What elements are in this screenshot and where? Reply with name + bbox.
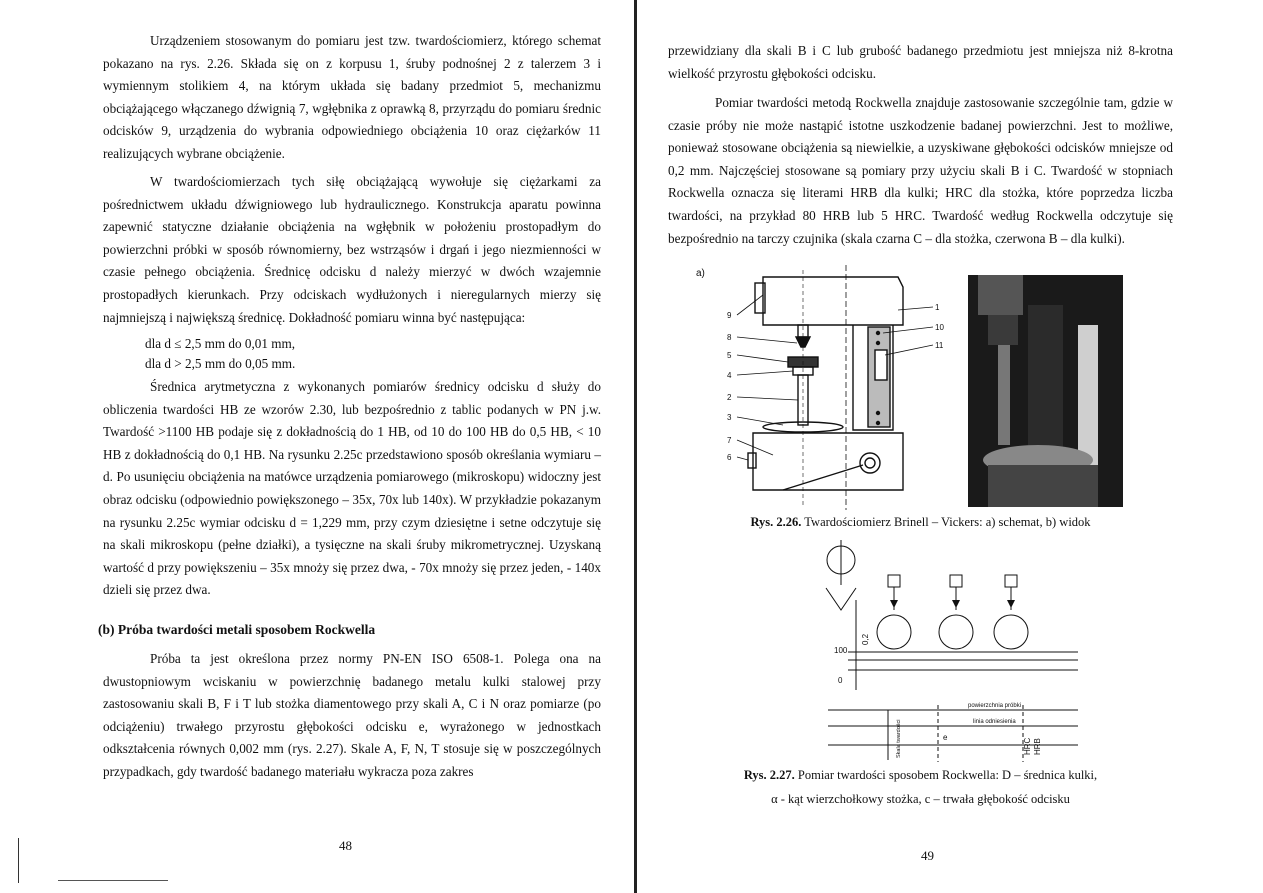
callout-5: 5 [727, 351, 732, 360]
paragraph-rockwell-application: Pomiar twardości metodą Rockwella znajduje zastosowanie szczególnie tam, gdzie w czasie próby nie może nastąpić istotne uszkodzenie badanej powierzchni. Jest to możliwe, ponieważ stosowane obciążenia są niewielkie, a uzyskiwane głębokości odcisków mniejsze od 0,2 mm. Najczęściej stosowane są pomiary przy użyciu skali B i C. Twardość w stopniach Rockwella oznacza się literami HRB dla kulki; HRC dla stożka, które poprzedza liczba twardości, na przykład 80 HRB lub 5 HRC. Twardość według Rockwella odczytuje się bezpośrednio na tarczy czujnika (skala czarna C – dla stożka, czerwona B – dla kulki). [668, 95, 1173, 246]
callout-7: 7 [727, 436, 732, 445]
callout-8: 8 [727, 333, 732, 342]
paragraph-loading-mechanism: W twardościomierzach tych siłę obciążającą wywołuje się ciężarkami za pośrednictwem układu dźwigniowego lub hydraulicznego. Konstrukcja aparatu powinna zapewnić statyczne działanie obciążenia na wgłębnik w położeniu prostopadłym do powierzchni próbki w sposób równomierny, bez wstrząsów i drgań i jego niezmienności w czasie pełnego obciążenia. Średnicę odcisku d należy mierzyć w dwóch wzajemnie prostopadłych kierunkach. Przy odciskach wydłużonych i nieregularnych mierzy się najmniejszą i największą średnicę. Dokładność pomiaru winna być następująca: [103, 174, 601, 325]
callout-10: 10 [935, 323, 944, 332]
diagram-label-hrb: HRB [1033, 738, 1042, 755]
book-spine [634, 0, 637, 893]
diagram-label-baseline: linia odniesienia [973, 719, 1016, 725]
diagram-label-100: 100 [834, 646, 848, 655]
page-number-right: 49 [921, 848, 934, 863]
figure-a-label: a) [696, 268, 705, 279]
figure-2-27-caption-line-1 [668, 768, 1173, 783]
diagram-label-0-2: 0,2 [861, 633, 870, 645]
page-number-left: 48 [339, 838, 352, 853]
scan-margin-mark [18, 838, 19, 883]
paragraph-arithmetic-diameter: Średnica arytmetyczna z wykonanych pomiarów średnicy odcisku d służy do obliczenia twardości HB ze wzorów 2.30, lub bezpośrednio z tablic podanych w PN j.w. Twardość >1100 HB podaje się z dokładnością do 1 HB, od 10 do 100 HB do 0,5 HB, < 10 HB z dokładnością do 0,1 HB. Na rysunku 2.25c przedstawiono sposób określania wymiaru – d. Po usunięciu obciążenia na matówce urządzenia pomiarowego (mikroskopu) widoczny jest obraz odcisku (odpowiednio powiększonego – 35x, 70x lub 140x). W przykładzie pokazanym na rysunku 2.25c wymiar odcisku d = 1,229 mm, przy czym dziesiętne i setne odczytuje się na skali mikroskopu (pełne działki), a tysięczne na skali śruby mikrometrycznej. Uzyskaną wartość d przy powiększeniu – 35x mnoży się przez dwa, - 70x mnoży się przez jeden, - 140x dzieli się przez dwa. [103, 379, 601, 598]
right-page [638, 0, 1263, 893]
figure-2-27-number: Rys. 2.27. [743, 768, 795, 782]
figure-2-26-number: Rys. 2.26. [750, 515, 802, 529]
scan-footer-line [58, 880, 168, 881]
paragraph-hardness-tester-description: Urządzeniem stosowanym do pomiaru jest tzw. twardościomierz, którego schemat pokazano na rys. 2.26. Składa się on z korpusu 1, śruby podnośnej 2 z talerzem 3 i wymiennym stolikiem 4, na którym układa się badany przedmiot 5, mechanizmu obciążającego włączanego dźwignią 7, wgłębnika z oprawką 8, przyrządu do pomiaru średnic odcisków 9, urządzenia do wybrania odpowiedniego obciążenia 10 oraz ciężarków 11 realizujących wybrane obciążenie. [103, 33, 601, 161]
callout-3: 3 [727, 413, 732, 422]
figure-2-27-text: Pomiar twardości sposobem Rockwella: D – średnica kulki, [794, 768, 1098, 782]
rockwell-diagram [808, 540, 1088, 765]
figure-2-26-text: Twardościomierz Brinell – Vickers: a) schemat, b) widok [801, 515, 1091, 529]
figure-2-26-caption [668, 515, 1173, 530]
figure-2-27-caption-line-2: α - kąt wierzchołkowy stożka, c – trwała głębokość odcisku [771, 792, 1070, 806]
callout-6: 6 [727, 453, 732, 462]
callout-1: 1 [935, 303, 940, 312]
diagram-label-scale: Skala twardości [896, 719, 902, 758]
diagram-label-surface: powierzchnia próbki [968, 703, 1022, 709]
callout-11: 11 [935, 341, 944, 350]
diagram-label-hrc: HRC [1023, 737, 1032, 755]
diagram-label-0: 0 [838, 676, 843, 685]
hardness-tester-schematic [723, 265, 953, 510]
callout-4: 4 [727, 371, 732, 380]
paragraph-continuation: przewidziany dla skali B i C lub grubość badanego przedmiotu jest mniejsza niż 8-krotna wielkość przyrostu głębokości odcisku. [668, 43, 1173, 81]
list-item-accuracy-small: dla d ≤ 2,5 mm do 0,01 mm, [145, 336, 296, 351]
section-heading-rockwell: (b) Próba twardości metali sposobem Rockwella [98, 622, 376, 637]
hardness-tester-photo [968, 275, 1123, 507]
list-item-accuracy-large: dla d > 2,5 mm do 0,05 mm. [145, 356, 296, 371]
diagram-label-e: e [943, 733, 948, 742]
paragraph-rockwell-method: Próba ta jest określona przez normy PN-EN ISO 6508-1. Polega ona na dwustopniowym wciskaniu w powierzchnię badanego metalu kulki stalowej przy zastosowaniu skali B, F i T lub stożka diamentowego przy skali A, C i N oraz pomiarze (po odciążeniu) trwałego przyrostu głębokości odcisku e, wyrażonego w jednostkach odkształcenia równych 0,002 mm (rys. 2.27). Skale A, F, N, T stosuje się w poszczególnych przypadkach, gdy twardość badanego materiału wykracza poza zakres [103, 651, 601, 779]
callout-9: 9 [727, 311, 732, 320]
callout-2: 2 [727, 393, 732, 402]
